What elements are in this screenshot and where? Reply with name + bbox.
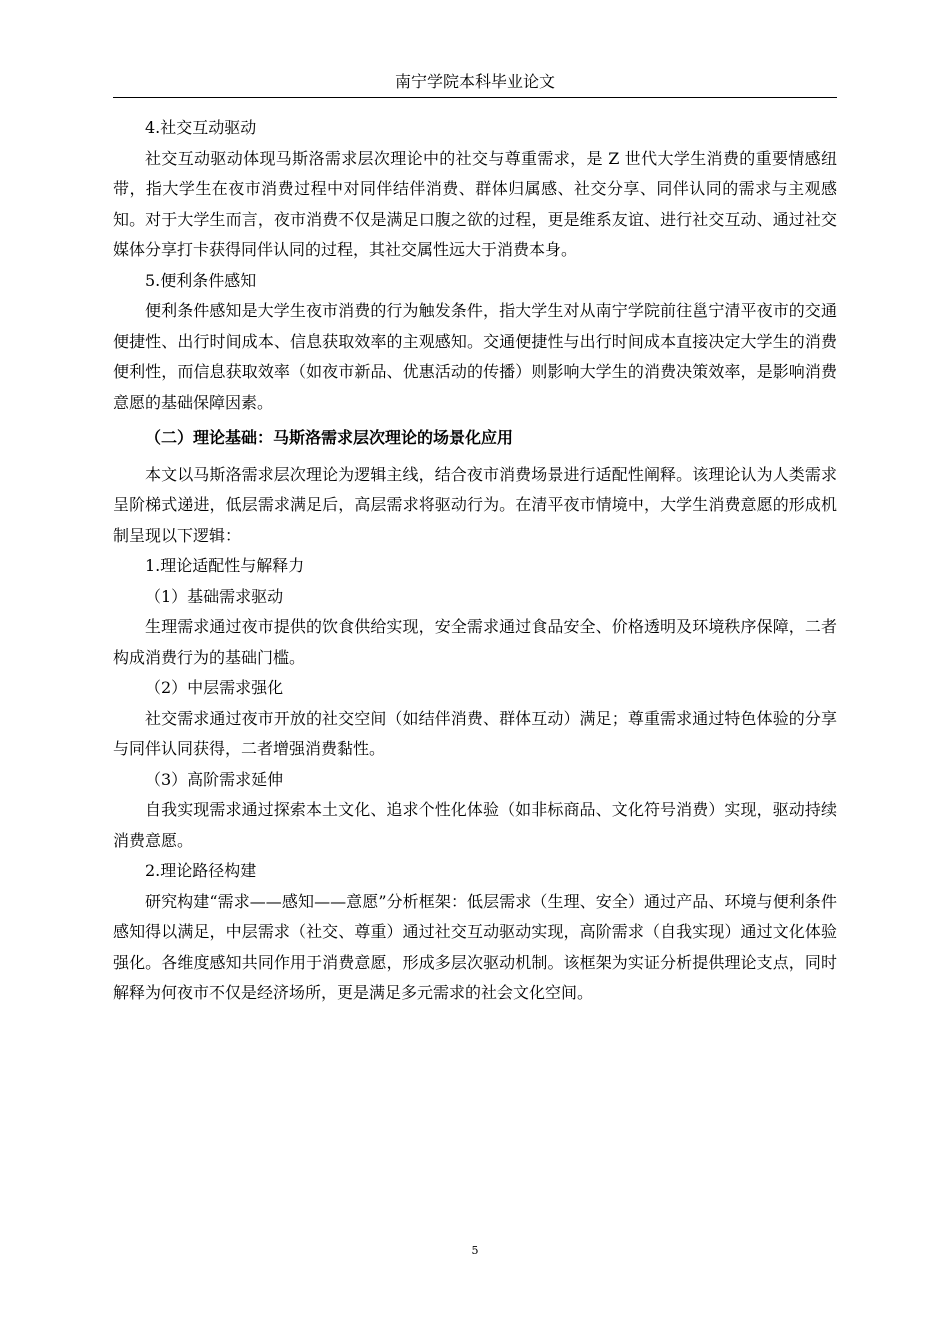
paragraph-higher-needs: 自我实现需求通过探索本土文化、追求个性化体验（如非标商品、文化符号消费）实现，驱动持续消费意愿。 <box>113 800 837 850</box>
paragraph-theory-path: 研究构建“需求——感知——意愿”分析框架：低层需求（生理、安全）通过产品、环境与便利条件感知得以满足，中层需求（社交、尊重）通过社交互动驱动实现，高阶需求（自我实现）通过文化体验强化。各维度感知共同作用于消费意愿，形成多层次驱动机制。该框架为实证分析提供理论支点，同时解释为何夜市不仅是经济场所，更是满足多元需求的社会文化空间。 <box>113 891 837 1002</box>
subheading-basic-needs: （1）基础需求驱动 <box>145 586 284 606</box>
paragraph-theory-intro: 本文以马斯洛需求层次理论为逻辑主线，结合夜市消费场景进行适配性阐释。该理论认为人类需求呈阶梯式递进，低层需求满足后，高层需求将驱动行为。在清平夜市情境中，大学生消费意愿的形成机制呈现以下逻辑： <box>113 464 837 545</box>
subheading-theory-fit: 1.理论适配性与解释力 <box>145 556 305 575</box>
section-heading-theory: （二）理论基础：马斯洛需求层次理论的场景化应用 <box>145 428 514 447</box>
paragraph-social-interaction: 社交互动驱动体现马斯洛需求层次理论中的社交与尊重需求，是 Z 世代大学生消费的重要情感纽带，指大学生在夜市消费过程中对同伴结伴消费、群体归属感、社交分享、同伴认同的需求与主观感知。对于大学生而言，夜市消费不仅是满足口腹之欲的过程，更是维系友谊、进行社交互动、通过社交媒体分享打卡获得同伴认同的过程，其社交属性远大于消费本身。 <box>113 148 837 259</box>
paragraph-basic-needs: 生理需求通过夜市提供的饮食供给实现，安全需求通过食品安全、价格透明及环境秩序保障，二者构成消费行为的基础门槛。 <box>113 617 837 667</box>
subheading-theory-path: 2.理论路径构建 <box>145 861 257 880</box>
page-body <box>113 113 837 1009</box>
paragraph-convenience: 便利条件感知是大学生夜市消费的行为触发条件，指大学生对从南宁学院前往邕宁清平夜市的交通便捷性、出行时间成本、信息获取效率的主观感知。交通便捷性与出行时间成本直接决定大学生的消费便利性，而信息获取效率（如夜市新品、优惠活动的传播）则影响大学生的消费决策效率，是影响消费意愿的基础保障因素。 <box>113 301 837 412</box>
subheading-higher-needs: （3）高阶需求延伸 <box>145 769 284 789</box>
page-number: 5 <box>471 1244 479 1257</box>
subheading-social-interaction: 4.社交互动驱动 <box>145 118 257 137</box>
subheading-middle-needs: （2）中层需求强化 <box>145 678 284 697</box>
running-header-title: 南宁学院本科毕业论文 <box>394 72 555 91</box>
header-rule <box>113 97 837 98</box>
paragraph-middle-needs: 社交需求通过夜市开放的社交空间（如结伴消费、群体互动）满足；尊重需求通过特色体验的分享与同伴认同获得，二者增强消费黏性。 <box>113 708 837 758</box>
subheading-convenience: 5.便利条件感知 <box>145 270 257 290</box>
